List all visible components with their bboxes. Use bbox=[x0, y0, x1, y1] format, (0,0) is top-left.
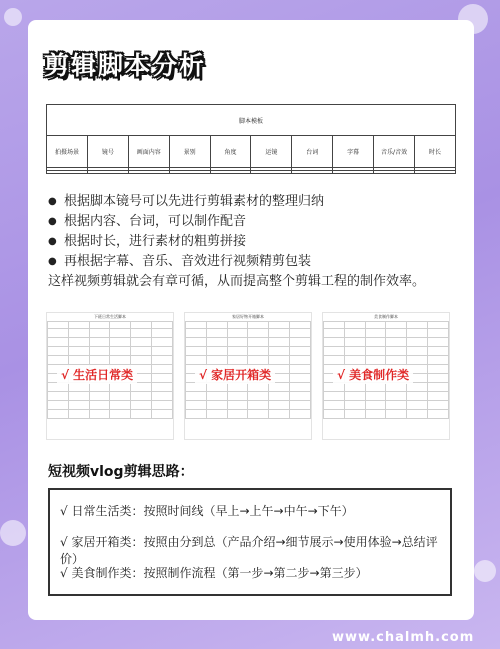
background-decoration bbox=[474, 560, 496, 582]
template-header: 画面内容 bbox=[128, 136, 169, 167]
template-header: 字幕 bbox=[333, 136, 374, 167]
watermark: www.chalmh.com bbox=[332, 630, 475, 645]
category-label: √ 美食制作类 bbox=[333, 365, 413, 384]
script-template-table bbox=[46, 104, 456, 174]
bullet-icon: ● bbox=[48, 216, 57, 227]
thumbnail-food-making bbox=[322, 312, 450, 440]
idea-item: √ 家居开箱类：按照由分到总（产品介绍→细节展示→使用体验→总结评价） bbox=[60, 535, 438, 566]
template-header: 镜号 bbox=[87, 136, 128, 167]
list-item: ● 根据时长，进行素材的粗剪拼接 bbox=[48, 232, 468, 252]
summary-text: 这样视频剪辑就会有章可循，从而提高整个剪辑工程的制作效率。 bbox=[48, 274, 426, 289]
ideas-box bbox=[48, 488, 452, 596]
list-item: ● 根据内容、台词，可以制作配音 bbox=[48, 212, 468, 232]
template-header: 景别 bbox=[169, 136, 210, 167]
category-label: √ 生活日常类 bbox=[57, 365, 137, 384]
background-decoration bbox=[4, 8, 22, 26]
bullet-list bbox=[48, 192, 468, 292]
bullet-icon: ● bbox=[48, 236, 57, 247]
template-header: 时长 bbox=[415, 136, 456, 167]
idea-item: √ 美食制作类：按照制作流程（第一步→第二步→第三步） bbox=[60, 566, 368, 580]
thumbnail-title: 美食制作脚本 bbox=[374, 314, 398, 319]
thumbnail-home-unboxing bbox=[184, 312, 312, 440]
page-title: 剪辑脚本分析 bbox=[44, 51, 207, 80]
template-header: 台词 bbox=[292, 136, 333, 167]
thumbnail-title: 下班日常生活脚本 bbox=[94, 314, 126, 319]
thumbnail-title: 家居好物开箱脚本 bbox=[232, 314, 264, 319]
bullet-icon: ● bbox=[48, 256, 57, 267]
section-heading: 短视频vlog剪辑思路： bbox=[48, 464, 194, 480]
template-header: 拍摄场景 bbox=[47, 136, 88, 167]
template-header: 运镜 bbox=[251, 136, 292, 167]
template-header: 音乐/音效 bbox=[374, 136, 415, 167]
list-item: ● 再根据字幕、音乐、音效进行视频精剪包装 bbox=[48, 252, 468, 272]
idea-item: √ 日常生活类：按照时间线（早上→上午→中午→下午） bbox=[60, 504, 354, 518]
thumbnail-daily-life bbox=[46, 312, 174, 440]
bullet-icon: ● bbox=[48, 196, 57, 207]
category-label: √ 家居开箱类 bbox=[195, 365, 275, 384]
template-caption: 脚本模板 bbox=[47, 105, 456, 136]
template-header: 角度 bbox=[210, 136, 251, 167]
background-decoration bbox=[0, 520, 26, 546]
list-item: ● 根据脚本镜号可以先进行剪辑素材的整理归纳 bbox=[48, 192, 468, 212]
